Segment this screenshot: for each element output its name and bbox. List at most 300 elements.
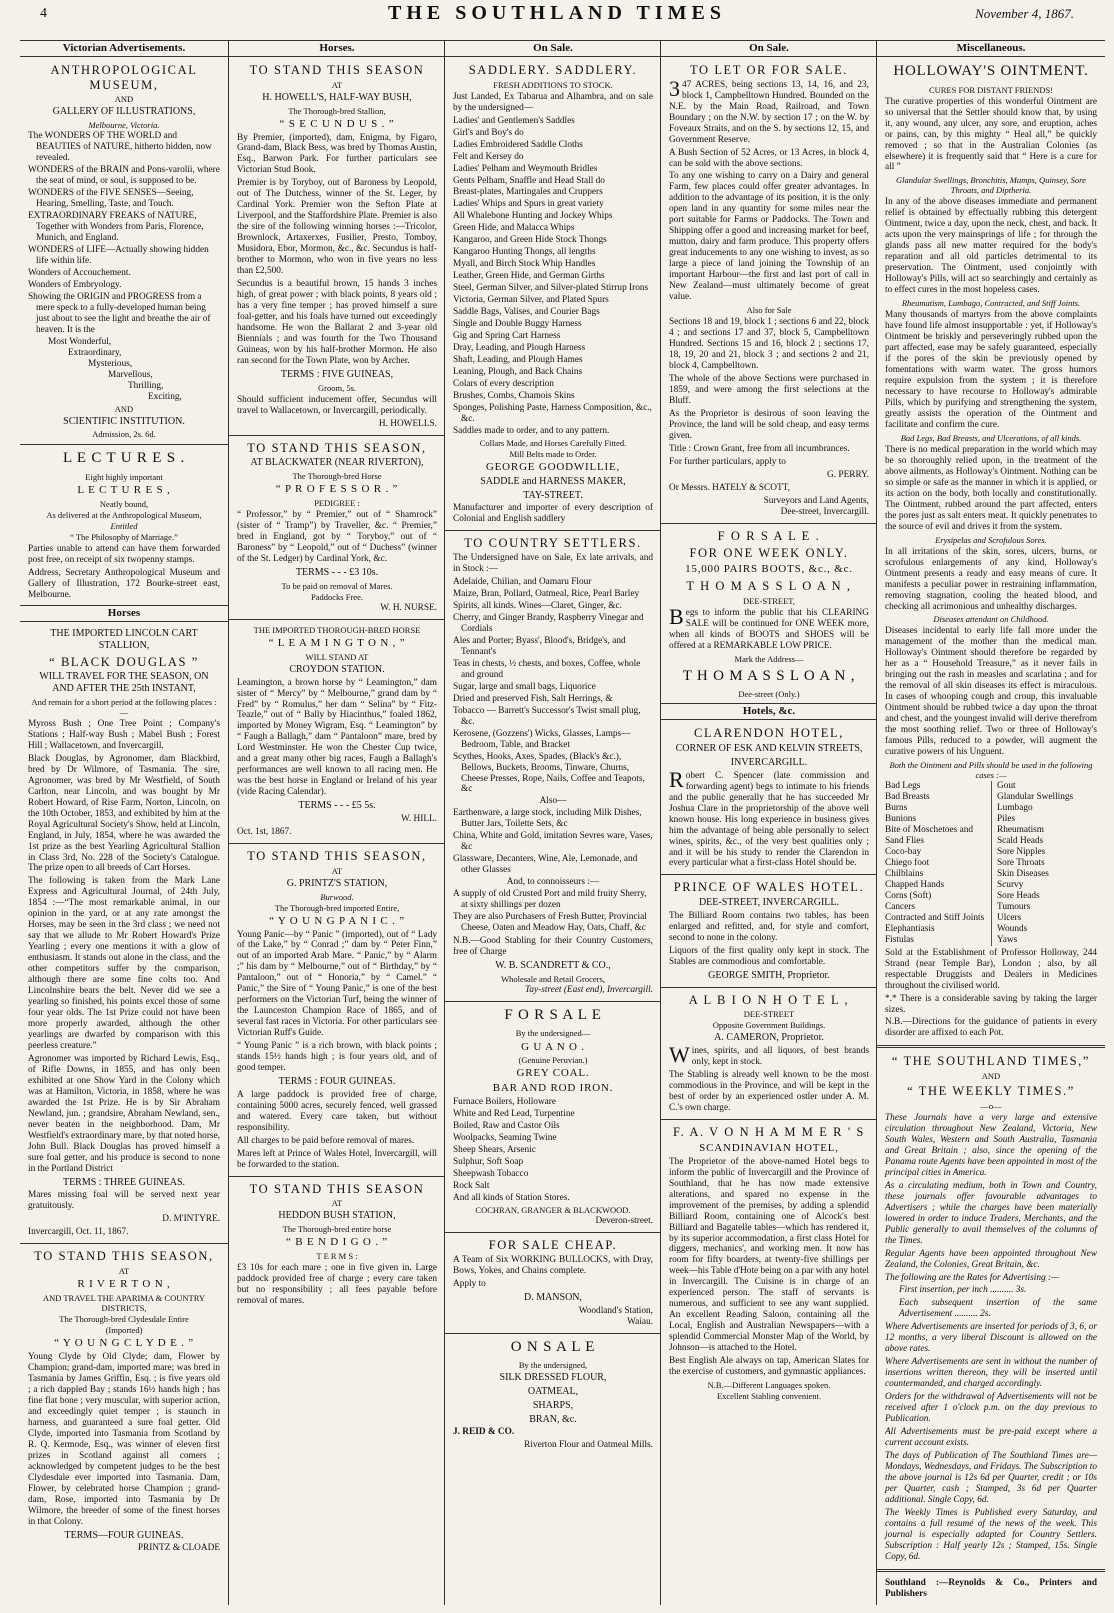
ad-signature: D. M'INTYRE. — [162, 1214, 220, 1225]
admission-price: Admission, 2s. 6d. — [92, 429, 156, 440]
ad-title: TO LET OR FOR SALE. — [689, 62, 849, 77]
divider — [661, 1119, 877, 1120]
ad-terms: TERMS : THREE GUINEAS. — [62, 1176, 186, 1188]
ad-body: £3 10s for each mare ; one in five given in. Large paddock provided free of charge ; every care taken but no responsibility ; all fees payable before removal of mares. — [237, 1263, 437, 1307]
ad-line: The Thorough-bred Horse — [292, 471, 382, 482]
list-item: They are also Purchasers of Fresh Butter, Provincial Cheese, Oaten and Meadow Hay, Oats, Chaff, &c — [453, 912, 647, 934]
ad-line: Excellent Stabling convenient. — [716, 1391, 822, 1402]
list-item: Brushes, Combs, Chamois Skins — [453, 390, 575, 401]
ad-line: AT — [331, 865, 343, 876]
list-item: Tobacco — Barrett's Successor's Twist small plug, &c. — [453, 705, 641, 727]
divider — [229, 1176, 445, 1177]
divider — [20, 444, 228, 445]
cascade-word: Extraordinary, — [68, 347, 122, 358]
ad-place: Waiau. — [627, 1316, 653, 1327]
ad-line: Wholesale and Retail Grocers, — [501, 973, 605, 984]
ad-body: N.B.—Good Stabling for their Country Customers, free of Charge — [453, 936, 653, 958]
ad-line: AND — [981, 1071, 1001, 1082]
list-item: And, to connoisseurs :— — [506, 877, 600, 888]
ad-title: SADDLERY. SADDLERY. — [468, 62, 638, 77]
cascade-word: Most Wonderful, — [48, 336, 112, 347]
horse-name: “ Y O U N G C L Y D E . ” — [54, 1337, 194, 1350]
ad-body: To any one wishing to carry on a Dairy and general Farm, few places could offer greater advantages. In addition to the advantage of its position, it is the only open land in any quantity for some miles near the port suitable for Farms or Paddocks. The Town and Shipping offer a good and increasing market for beef, mutton, dairy and farm produce. This property offers great inducements to any one wishing to invest, as so large a piece of land joining the Township of an important Harbour—the first and last port of call in New Zealand—must ultimately become of great value. — [669, 171, 869, 303]
ad-body: Secundus is a beautiful brown, 15 hands 3 inches high, of great power ; with black points, 8 years old ; has a very fine temper ; has proved himself a sure foal-getter, and his foals have turned out exceedingly handsome. He won the Ballarat 2 and 3-year old Biennials ; and was fourth for the Two Thousand Guineas, won by his half-brother Mormon. He also ran second for the Town Plate, won by Archer. — [237, 279, 437, 366]
ad-place: Melbourne, Victoria. — [88, 120, 160, 131]
ad-body: Begs to inform the public that his CLEARING SALE will be continued for ONE WEEK more, when all kinds of BOOTS and SHOES will be offered at a REMARKABLE LOW PRICE. — [669, 603, 869, 651]
ad-subtitle: SCIENTIFIC INSTITUTION. — [63, 415, 185, 427]
list-item: A supply of old Crusted Port and mild fruity Sherry, at sixty shillings per dozen — [453, 889, 647, 911]
list-item: Kerosene, (Gozzens') Wicks, Glasses, Lamps—Bedroom, Table, and Bracket — [453, 728, 631, 750]
ad-body: Address, Secretary Anthropological Museum and Gallery of Illustration, 172 Bourke-street east, Melbourne. — [28, 568, 220, 600]
list-item: Contracted and Stiff Joints — [885, 912, 985, 923]
ad-line: Mill Belts made to Order. — [509, 448, 597, 459]
section-head: On Sale. — [445, 40, 661, 57]
section-head: Miscellaneous. — [877, 40, 1105, 57]
ad-body: Where Advertisements are sent in without the number of insertions written thereon, they will be inserted until countermanded, and charged accordingly. — [885, 1357, 1097, 1390]
land-ad — [661, 63, 877, 518]
ad-body: Regular Agents have been appointed throughout New Zealand, the Colonies, Great Britain, &c. — [885, 1248, 1097, 1270]
ad-line: AND — [114, 94, 134, 105]
horse-name: “ P R O F E S S O R . ” — [275, 483, 399, 496]
list-item: Colars of every description — [453, 378, 554, 389]
list-item: Ales and Porter; Byass', Blood's, Bridge's, and Tennant's — [453, 635, 626, 657]
list-item: Maize, Bran, Pollard, Oatmeal, Rice, Pearl Barley — [453, 589, 640, 600]
lectures-ad — [20, 450, 228, 601]
divider — [877, 1045, 1105, 1048]
young-clyde-ad — [20, 1249, 228, 1554]
horse-name: “ S E C U N D U S . ” — [279, 117, 395, 130]
ad-line: AND TRAVEL THE APARIMA & COUNTRY DISTRICTS, — [42, 1293, 206, 1314]
ad-body: All Advertisements must be pre-paid except where a current account exists. — [885, 1427, 1097, 1449]
ad-line: For further particulars, apply to — [669, 456, 786, 467]
ad-body: Premier is by Toryboy, out of Baroness by Leopold, out of The Dutchess, winner of the St. Leger, by Cardinal York. Premier won the Sefton Plate at Liverpool, and the Staffordshire Plate. Premier is also the sire of the following winning horses :—Tricolor, Brownlock, Artaxerxes, Fusilier, Presto, Tomboy, Musidora, Ebor, Mormon, &c., &c. Secundus is half-brother to Mormon, who won in five years no less than £2,500. — [237, 178, 437, 277]
ad-terms: TERMS - - - £3 10s. — [295, 566, 379, 578]
ad-line: Erysipelas and Scrofulous Sores. — [935, 534, 1047, 545]
ad-body: All charges to be paid before removal of mares. — [237, 1135, 415, 1146]
ad-title: O N S A L E — [510, 1338, 596, 1355]
ad-title: TO STAND THIS SEASON — [249, 62, 425, 77]
section-head: On Sale. — [661, 40, 877, 57]
ad-line: Collars Made, and Horses Carefully Fitted. — [479, 437, 627, 448]
list-item: Sore Heads — [997, 890, 1040, 901]
ad-body: Robert C. Spencer (late commission and forwarding agent) begs to intimate to his friends and the public generally that he has succeeded Mr Joshua Clare in the proprietorship of the above well known house. His long experience in business gives him the advantage of being able personally to select wines, spirits, &c., of the very best qualities only ; and it will be his study to render the Clarendon in every particular what a first-class Hotel should be. — [669, 766, 869, 869]
horse-name: “ B E N D I G O . ” — [286, 1236, 388, 1249]
ad-place: Riverton Flour and Oatmeal Mills. — [524, 1440, 653, 1451]
ad-title: TO COUNTRY SETTLERS. — [464, 536, 642, 551]
imprint — [877, 1578, 1105, 1600]
ad-place: Woodland's Station, — [578, 1305, 653, 1316]
ad-title: THE IMPORTED THOROUGH-BRED HORSE — [253, 624, 421, 635]
ad-terms: TERMS - - - £5 5s. — [298, 800, 376, 812]
settlers-ad — [445, 536, 661, 995]
ad-line: L E C T U R E S , — [77, 484, 171, 497]
issue-date: November 4, 1867. — [975, 6, 1074, 21]
list-item: Breast-plates, Martingales and Cruppers — [453, 187, 603, 198]
list-item: Glassware, Decanters, Wine, Ale, Lemonade, and other Glasses — [453, 854, 638, 876]
list-item: Cancers — [885, 901, 915, 912]
ad-line: AT — [331, 1198, 343, 1209]
ailments-right — [991, 781, 1097, 946]
ad-body: Many thousands of martyrs from the above complaints have found life almost insupportable : yet, if Holloway's Ointment be briskly and perseveringly rubbed upon the part affected, ease may be safely guaranteed, especially if the pores of the skin be previously opened by fomentations with warm water. The gross humors require expulsion from the system ; it is therefore necessary to have recourse to Holloway's admirable Pills, which by purifying and strengthening the system, greatly assists the operation of the Ointment and facilitate and confirm the cure. — [885, 310, 1097, 430]
masthead — [0, 0, 1114, 30]
ad-signature: G. PERRY. — [827, 469, 869, 480]
ad-body: Myross Bush ; One Tree Point ; Company's Stations ; Half-way Bush ; Mabel Bush ; Forest Hill ; Wallacetown, and Invercargill. — [28, 718, 220, 751]
ad-body: Young Panic—by “ Panic ” (imported), out of “ Lady of the Lake,” by “ Conrad ;” dam by “ Peter Finn,” out of an imported Arab Mare. “ Panic,” by “ Alarm ;” his dam by “ Melbourne,” out of “ Birthday,” by “ Pantaloon,” out of “ Honoria,” by “ Camel.” “ Panic,” the Sire of “ Young Panic,” is one of the best performers on the Victorian Turf, being the winner of the Launceston Champion Race of 1865, and of several fast races in Victoria. For other particulars see Victorian Ruff's Guide. — [237, 929, 437, 1039]
ad-place: Dee-street, Invercargill. — [780, 506, 869, 517]
ad-body: Agronomer was imported by Richard Lewis, Esq., of Rifle Downs, in 1855, and has only been exhibited at one Show Yard in the Colony which was at Hamilton, Victoria, in 1858, where he was awarded the 1st Prize. He is by Sir Abraham Newland, jun. ; grandsire, Abraham Newland, sen., never beaten in the neighborhood. Dam, Mr Westfield's extraordinary mare, by that noted horse, John Bull. Black Douglas has proved himself a sure foal getter, and his produce is second to none in the Portland District — [28, 1053, 220, 1174]
ad-line: GREY COAL. — [516, 1067, 590, 1080]
museum-line: WONDERS of the FIVE SENSES—Seeing, Hearing, Smelling, Taste, and Touch. — [28, 188, 194, 210]
list-item: Adelaide, Chilian, and Oamaru Flour — [453, 577, 592, 588]
ad-title: L E C T U R E S . — [62, 450, 186, 467]
list-item: Myall, and Birch Stock Whip Handles — [453, 259, 596, 270]
ad-place: Tay-street (East end), Invercargill. — [525, 984, 653, 995]
divider — [445, 530, 661, 531]
ad-line: To be paid on removal of Mares. — [281, 580, 393, 591]
museum-line: EXTRAORDINARY FREAKS of NATURE, Together with Wonders from Paris, Florence, Munich, and England. — [28, 211, 204, 244]
ad-body: Manufacturer and importer of every description of Colonial and English saddlery — [453, 503, 653, 525]
list-item: BRAN, &c. — [529, 1413, 577, 1425]
page-number: 4 — [40, 6, 47, 21]
ad-date: Invercargill, Oct. 11, 1867. — [28, 1227, 129, 1238]
ad-body: By Premier, (imported), dam, Enigma, by Figaro, Grand-dam, Black Bess, was bred by Thomas Austin, Esq., Barwon Park. For further particulars see Victorian Stud Book. — [237, 132, 437, 176]
ad-body: A Bush Section of 52 Acres, or 13 Acres, in block 4, can be sold with the above sections. — [669, 147, 869, 169]
ad-terms: TERMS : FIVE GUINEAS, — [280, 368, 394, 380]
divider — [661, 987, 877, 988]
ad-body: Should sufficient inducement offer, Secundus will travel to Wallacetown, or Invercargill, periodically. — [237, 394, 437, 416]
ad-body: Wines, spirits, and all liquors, of best brands only, kept in stock. — [669, 1042, 869, 1068]
ad-line: CURES FOR DISTANT FRIENDS! — [928, 84, 1054, 95]
list-item: Single and Double Buggy Harness — [453, 319, 582, 330]
list-item: White and Red Lead, Turpentine — [453, 1109, 575, 1120]
list-item: Sheep Shears, Arsenic — [453, 1145, 536, 1156]
newspaper-title: THE SOUTHLAND TIMES — [387, 2, 727, 24]
ad-line: The Thorough-bred Stallion, — [288, 105, 386, 116]
list-item: Lumbago — [997, 803, 1033, 814]
museum-line: WONDERS of LIFE—Actually showing hidden life within life. — [28, 244, 209, 266]
ad-line: Bad Legs, Bad Breasts, and Ulcerations, of all kinds. — [900, 432, 1082, 443]
list-item: Spirits, all kinds. Wines—Claret, Ginger, &c. — [453, 600, 622, 611]
scandinavian-ad — [661, 1125, 877, 1401]
ad-body: 347 ACRES, being sections 13, 14, 16, and 23, block 1, Campbelltown Hundred. Bounded on the N.E. by the Main Road, Railroad, and Town Boundary ; on the N.W. by section 17 ; on the W. by Foveaux Straits, and on the S. by sections 12, 15, and Government Reserve. — [669, 75, 869, 145]
ad-signature: W. H. NURSE. — [380, 602, 437, 613]
section-head: Victorian Advertisements. — [20, 40, 228, 57]
ad-body: N.B.—Directions for the guidance of patients in every disorder are affixed to each Pot. — [885, 1017, 1097, 1039]
horse-name: “ Y O U N G P A N I C . ” — [269, 914, 405, 927]
ad-date: Oct. 1st, 1867. — [237, 826, 292, 837]
ad-line: Mark the Address— — [734, 653, 804, 664]
column-4 — [660, 40, 877, 1605]
ad-line: AND — [114, 403, 134, 414]
cascade-word: Thrilling, — [128, 380, 164, 391]
ad-body: Young Clyde by Old Clyde; dam, Flower by Champion; grand-dam, imported mare; was bred in Tasmania by James Griffin, Esq. ; is five years old ; a rich dappled Bay ; stands 16½ hands high ; has fine flat bone ; very muscular, with superior action, and exceedingly quiet temper ; is staunch in harness, and guaranteed a sure foal getter. Old Clyde, imported into Tasmania from Scotland by R. Q. Kermode, Esq., was winner of eleven first prizes in Scotland against all comers ; acknowledged by competent judges to be the best Clydesdale ever imported into Tasmania. Dam, Flower, by celebrated horse Champion ; grand-dam, Rose, imported into Tasmania by Dr Wilmore, the breeder of some of the finest horses in that Colony. — [28, 1352, 220, 1527]
list-item: Ulcers — [997, 912, 1022, 923]
ad-line: (Genuine Peruvian.) — [518, 1055, 588, 1066]
list-item: Gout — [997, 781, 1016, 792]
bendigo-ad — [229, 1182, 445, 1307]
ad-line: Paddocks Free. — [311, 591, 363, 602]
list-item: Bite of Moschetoes and Sand Flies — [885, 825, 974, 846]
list-item: Scald Heads — [997, 835, 1044, 846]
ad-place: HEDDON BUSH STATION, — [278, 1210, 396, 1222]
ad-signature: D. MANSON, — [523, 1291, 583, 1303]
boots-ad — [661, 529, 877, 700]
saddlery-items — [453, 116, 653, 437]
ad-body: Liquors of the first quality only kept in stock. The Stables are commodious and comfortable. — [669, 945, 869, 967]
list-item: Elephantiasis — [885, 923, 935, 934]
flour-ad — [445, 1339, 661, 1452]
list-item: Victoria, German Silver, and Plated Spurs — [453, 295, 609, 306]
ad-signature: GEORGE SMITH, Proprietor. — [708, 969, 830, 981]
ad-body: As the Proprietor is desirous of soon leaving the Province, the land will be sold cheap, and easy terms given. — [669, 408, 869, 441]
ad-line: The Thorough-bred entire horse — [282, 1224, 392, 1235]
ad-line: The Thorough-bred Clydesdale Entire — [59, 1314, 189, 1325]
ad-firm: SADDLE and HARNESS MAKER, — [480, 475, 626, 487]
ad-place: Deveron-street. — [595, 1216, 653, 1227]
ad-body: The Undersigned have on Sale, Ex late arrivals, and in Stock :— — [453, 553, 653, 575]
ad-terms: TERMS—FOUR GUINEAS. — [64, 1529, 184, 1541]
ad-line: By the undersigned, — [518, 1360, 588, 1371]
ad-body: Just Landed, Ex Tabarua and Alhambra, and on sale by the undersigned— — [453, 91, 653, 113]
section-head: Horses — [20, 605, 228, 622]
leamington-ad — [229, 625, 445, 838]
ad-title: CLARENDON HOTEL, — [694, 726, 844, 741]
list-item: Girl's and Boy's do — [453, 127, 524, 138]
ad-body: Title : Crown Grant, free from all incumbrances. — [669, 443, 850, 454]
list-item: Sheepwash Tobacco — [453, 1169, 529, 1180]
ad-firm: J. REID & CO. — [453, 1427, 515, 1438]
ad-title: TO STAND THIS SEASON, — [247, 440, 427, 455]
list-item: All Whalebone Hunting and Jockey Whips — [453, 211, 613, 222]
ad-line: Or Messrs. HATELY & SCOTT, — [669, 482, 790, 493]
list-item: Leaning, Plough, and Back Chains — [453, 367, 583, 378]
ad-signature: W. HILL. — [400, 814, 437, 825]
ad-line: BAR AND ROD IRON. — [492, 1082, 614, 1095]
ad-line: Both the Ointment and Pills should be used in the following cases :— — [889, 760, 1093, 781]
divider — [229, 619, 445, 620]
ad-body: The curative properties of this wonderful Ointment are so universal that the Settler should know that, by using it, any wound, any ulcer, any sore, and eruption, aches or pains, can, by this mighty “ Heal all,” be quickly removed ; so that in the Australian Colonies (as elsewhere) it is frequently said that “ Here is a cure for all ” — [885, 96, 1097, 173]
ad-body: Sold at the Establishment of Professor Holloway, 244 Strand (near Temple Bar), London ; also, by all respectable Druggists and Dealers in Medicines throughout the civilised world. — [885, 947, 1097, 991]
list-item: Teas in chests, ½ chests, and boxes, Coffee, whole and ground — [453, 658, 641, 680]
ad-firm: T H O M A S S L O A N , — [686, 579, 852, 594]
list-item: Dried and preserved Fish, Salt Herrings, & — [453, 693, 613, 704]
ad-terms: T E R M S : — [316, 1251, 358, 1262]
list-item: Sore Nipples — [997, 846, 1046, 857]
guano-ad — [445, 1007, 661, 1227]
ad-body: Best English Ale always on tap, American Slates for the exercise of customers, and gymnastic appliances. — [669, 1356, 869, 1378]
albion-ad — [661, 993, 877, 1114]
ad-terms: TERMS : FOUR GUINEAS. — [278, 1076, 396, 1088]
list-item: SILK DRESSED FLOUR, — [499, 1372, 607, 1384]
ad-body: The whole of the above Sections were purchased in 1859, and were among the first selections at the Bluff. — [669, 373, 869, 406]
list-item: SHARPS, — [532, 1399, 574, 1411]
ad-body: Mares left at Prince of Wales Hotel, Invercargill, will be forwarded to the station. — [237, 1148, 437, 1170]
ad-line: Eight highly important — [85, 472, 163, 483]
list-item: Ladies Embroidered Saddle Cloths — [453, 139, 583, 150]
ad-firm: W. B. SCANDRETT & CO., — [495, 960, 611, 972]
ad-line: AT — [331, 79, 343, 90]
list-item: Scurvy — [997, 879, 1024, 890]
ad-body: As a circulating medium, both in Town and Country, these journals offer favourable advantages to Advertisers ; while the charges have been materially lowered in order to induce Traders, Merchants, and the Public generally to avail themselves of the columns of the Times. — [885, 1180, 1097, 1246]
ad-firm: T H O M A S S L O A N , — [682, 667, 856, 684]
clarendon-ad — [661, 726, 877, 869]
ad-title: F O R S A L E — [504, 1006, 602, 1023]
list-item: Ladies' and Gentlemen's Saddles — [453, 115, 575, 126]
ad-place: G. PRINTZ'S STATION, — [286, 877, 388, 889]
museum-line: The WONDERS OF THE WORLD and BEAUTIES of NATURE, hitherto hidden, now revealed. — [28, 131, 212, 164]
ad-body: In all irritations of the skin, sores, ulcers, burns, or scrofulous enlargements of any kind, Holloway's Ointment presents a ready and easy means of cure. It manifests a peculiar power in restraining inflammation, removing stagnation, cooling the heated blood, and checking all acrimonious and unhealthy discharges. — [885, 546, 1097, 612]
cascade-word: Mysterious, — [88, 358, 133, 369]
museum-line: WONDERS of the BRAIN and Pons-varolii, where the seat of mind, or soul, is supposed to be. — [28, 165, 220, 187]
ad-body: A large paddock is provided free of charge, containing 5000 acres, securely fenced, well grassed and watered. Every care taken, but without responsibility. — [237, 1089, 437, 1133]
list-item: Leather, Green Hide, and German Girths — [453, 271, 605, 282]
ad-signature: A. CAMERON, Proprietor. — [714, 1032, 824, 1044]
ad-place: AT BLACKWATER (NEAR RIVERTON), — [250, 457, 424, 469]
ad-title: THE IMPORTED LINCOLN CART STALLION, — [50, 627, 198, 651]
cascade — [28, 337, 220, 403]
prince-of-wales-ad — [661, 880, 877, 981]
saddlery-ad — [445, 63, 661, 525]
bullocks-ad — [445, 1238, 661, 1327]
ad-line: WILL STAND AT — [305, 651, 369, 662]
list-item: Rheumatism — [997, 825, 1044, 836]
ad-line: Rheumatism, Lumbago, Contracted, and Stiff Joints. — [901, 298, 1081, 309]
ad-body: The Billiard Room contains two tables, has been enlarged and refitted, and, for style and comfort, second to none in the colony. — [669, 910, 869, 943]
list-item: Yaws — [997, 934, 1018, 945]
divider — [445, 1333, 661, 1334]
list-item: Gents Pelham, Snaffle and Head Stall do — [453, 175, 605, 186]
list-item: Ladies' Whips and Spurs in great variety — [453, 199, 604, 210]
ad-body: Black Douglas, by Agronomer, dam Blackbird, bred by Dr Wilmore, of Tasmania. The sire, Agronomer, was bred by Mr Westfield, of South Carlton, near Lincoln, and was bought by Mr Robert Howard, of Rise Farm, Norton, Lincoln, on the 10th October, 1853, and exhibited by him at the Royal Agricultural Society's Show, held at Lincoln, England, in July, 1854, where he was awarded the 1st prize as the best Yearling Agricultural Stallion in Class 3rd, No. 228 of the Society's Catalogue. The prize open to all breeds of Cart Horses. — [28, 753, 220, 874]
ad-body: The Stabling is already well known to be the most commodious in the Province, and will be kept in the best of order by an experienced ostler under A. M. C.'s own charge. — [669, 1070, 869, 1114]
ad-place: DEE-STREET — [743, 1009, 795, 1020]
ad-line: N.B.—Different Languages spoken. — [707, 1380, 831, 1391]
ad-line: As delivered at the Anthropological Museum, — [46, 510, 202, 521]
list-item: Burns — [885, 803, 908, 814]
list-item: Fistulas — [885, 934, 914, 945]
ad-signature: H. HOWELLS. — [378, 418, 437, 429]
ad-body: These Journals have a very large and extensive circulation throughout New Zealand, Victoria, New South Wales, Western and South Australia, Tasmania and Great Britain ; also, since the opening of the Panama route Agents have been appointed in most of the principal cities in America. — [885, 1112, 1097, 1178]
list-item: Bunions — [885, 814, 916, 825]
divider — [20, 1243, 228, 1244]
times-rates-ad — [877, 1054, 1105, 1562]
ad-line: Entitled — [110, 521, 138, 532]
ad-body: Mares missing foal will be served next year gratuitously. — [28, 1190, 220, 1212]
ad-subtitle: GALLERY OF ILLUSTRATIONS, — [52, 106, 196, 118]
list-item: Bad Legs — [885, 781, 921, 792]
secundus-ad — [229, 63, 445, 430]
ad-body: Orders for the withdrawal of Advertisements will not be received after 1 o'clock p.m. on the day previous to Publication. — [885, 1392, 1097, 1425]
horse-name: “ BLACK DOUGLAS ” — [49, 654, 199, 669]
ad-title: TO STAND THIS SEASON, — [34, 1249, 214, 1264]
ad-firm: GEORGE GOODWILLIE, — [485, 460, 621, 473]
list-item: Coco-bay — [885, 846, 922, 857]
ad-line: Diseases attendant on Childhood. — [933, 614, 1049, 625]
list-item: Sugar, large and small bags, Liquorice — [453, 681, 596, 692]
list-item: Also— — [539, 796, 567, 807]
list-item: Dray, Leading, and Plough Harness — [453, 343, 586, 354]
list-item: Sulphur, Soft Soap — [453, 1157, 524, 1168]
ad-body: Sections 18 and 19, block 1 ; sections 6 and 22, block 4 ; and sections 17 and 37, block 5, Campbelltown Hundred. Sections 15 and 16, block 2 ; sections 17, 18, 19, 20 and 21, block 3 ; and sections 2 and 21, block 4, Campbelltown. — [669, 317, 869, 371]
ad-title: HOLLOWAY'S OINTMENT. — [893, 62, 1089, 79]
divider — [661, 874, 877, 875]
ad-title: F O R S A L E . — [717, 528, 821, 543]
ad-line: Apply to — [453, 1278, 486, 1289]
ad-line: FRESH ADDITIONS TO STOCK. — [493, 79, 613, 90]
list-item: OATMEAL, — [527, 1386, 579, 1398]
ad-line: —o— — [980, 1100, 1002, 1111]
ad-title: “ THE SOUTHLAND TIMES,” — [891, 1054, 1091, 1069]
list-item: Kangaroo Hunting Thongs, all lengths — [453, 247, 596, 258]
ad-line: The Thorough-bred imported Entire, — [274, 902, 400, 913]
ad-signature: PRINTZ & CLOADE — [137, 1543, 220, 1554]
ad-line: Opposite Government Buildings. — [712, 1020, 826, 1031]
ad-body: A Team of Six WORKING BULLOCKS, with Dray, Bows, Yokes, and Chains complete. — [453, 1254, 653, 1276]
divider — [877, 1569, 1105, 1572]
ad-place: INVERCARGILL. — [730, 756, 808, 768]
list-item: Steel, German Silver, and Silver-plated Stirrup Irons — [453, 283, 649, 294]
divider — [445, 1232, 661, 1233]
ad-title: TO STAND THIS SEASON — [249, 1181, 425, 1196]
ad-body: Diseases incidental to early life fall more under the management of the mother than the medical man. Holloway's Ointment should therefore be regarded by her as a “ Household Treasure,” as it never fails in bringing out the rash in measles and scarlatina ; and for the removal of all skin diseases its effect is miraculous. In cases of whooping cough and croup, this invaluable Ointment should be rubbed twice a day upon the throat and chest, and the youngest invalid will derive therefrom the most soothing relief. Two or three of Holloway's famous Pills, reduced to a powder, will augment the curative powers of his Unguent. — [885, 626, 1097, 758]
column-3 — [444, 40, 661, 1605]
ad-title: F. A. V O N H A M M E R ' S — [673, 1125, 865, 1140]
museum-line: Wonders of Embryology. — [28, 279, 122, 290]
ad-body: In any of the above diseases immediate and permanent relief is obtained by effectually rubbing this detergent Ointment, twice a day, upon the neck, chest, and back. It acts upon the very mainsprings of life ; for through the glands pass all new matter required for the body's reparation and all old particles detrimental to its preservation. The Ointment, used conjointly with Holloway's Pills, will act so searchingly and certainly as to effect cures in the most hopeless cases. — [885, 197, 1097, 296]
museum-line: Showing the ORIGIN and PROGRESS from a mere speck to a fully-developed human being just about to see the light and breathe the air of heaven. It is the — [28, 291, 211, 335]
columns — [20, 40, 1104, 1605]
guano-items — [453, 1097, 653, 1204]
ad-place: Dee-street (Only.) — [738, 689, 800, 700]
museum-line: Wonders of Accouchement. — [28, 267, 131, 278]
ad-title: SCANDINAVIAN HOTEL, — [699, 1141, 839, 1154]
list-item: Green Hide, and Malacca Whips — [453, 223, 575, 234]
column-2 — [228, 40, 445, 1605]
ad-place: DEE-STREET, INVERCARGILL. — [698, 897, 840, 909]
ad-place: CROYDON STATION. — [289, 663, 385, 675]
ad-body: The Proprietor of the above-named Hotel begs to inform the public of Invercargill and the Province of Southland, that he has now made extensive alterations, and spared no expense in the improvement of the premises, by adding a splendid Billiard Room, containing one of Alcock's best Billiard and Bagatelle tables—which has rendered it, by its superior accommodation, a first class Hotel for diggers, mechanics', and working men. It now has room for fifty boarders, at twenty-five shillings per week—his Table d'Hote being on a par with any hotel in Invercargill. The Cuisine is in charge of an experienced person. The staff of servants is numerous, and sufficient to see any want supplied. An excellent Reading Saloon, containing all the Local, English and Australian Newspapers—with a splendid Commercial Monster Map of the World, by Johnson—is attached to the Hotel. — [669, 1156, 869, 1354]
list-item: And all kinds of Station Stores. — [453, 1193, 570, 1204]
ad-line: Burwood. — [320, 891, 354, 902]
rate-line: First insertion, per inch .......... 3s. — [899, 1285, 1027, 1296]
column-5 — [876, 40, 1105, 1605]
museum-lines — [28, 131, 220, 335]
ad-title: TO STAND THIS SEASON, — [247, 848, 427, 863]
list-item: Chilblains — [885, 868, 924, 879]
professor-ad — [229, 441, 445, 614]
ad-line: And remain for a short period at the following places :— — [31, 696, 217, 717]
section-head: Horses. — [229, 40, 445, 57]
ad-body: The Weekly Times is Published every Saturday, and contains a full resumé of the news of the week. This journal is especially adapted for Country Settlers. Subscription : Half yearly 12s ; Stamped, 15s. Single Copy, 6d. — [885, 1507, 1097, 1562]
list-item: Sponges, Polishing Paste, Harness Composition, &c., &c. — [453, 402, 652, 424]
ad-place: DEE-STREET, — [742, 595, 795, 606]
list-item: Tumours — [997, 901, 1031, 912]
divider — [229, 435, 445, 436]
black-douglas-ad — [20, 628, 228, 1238]
ad-body: Parties unable to attend can have them forwarded post free, on receipt of six twopenny stamps. — [28, 544, 220, 566]
ad-line: 15,000 PAIRS BOOTS, &c., &c. — [685, 563, 853, 576]
rate-line: Each subsequent insertion of the same Advertisement .......... 2s. — [899, 1298, 1097, 1320]
list-item: Chapped Hands — [885, 879, 945, 890]
ad-body: “ Young Panic ” is a rich brown, with black points ; stands 15½ hands high ; is four years old, and of good temper. — [237, 1041, 437, 1074]
ad-firm: COCHRAN, GRANGER & BLACKWOOD. — [475, 1205, 631, 1216]
cascade-word: Marvellous, — [108, 369, 153, 380]
list-item: China, White and Gold, imitation Sevres ware, Vases, &c — [453, 831, 653, 853]
ad-line: “ The Philosophy of Marriage.” — [70, 532, 178, 543]
list-item: Felt and Kersey do — [453, 151, 524, 162]
ad-title: PRINCE OF WALES HOTEL. — [673, 880, 865, 895]
list-item: Woolpacks, Seaming Twine — [453, 1133, 557, 1144]
